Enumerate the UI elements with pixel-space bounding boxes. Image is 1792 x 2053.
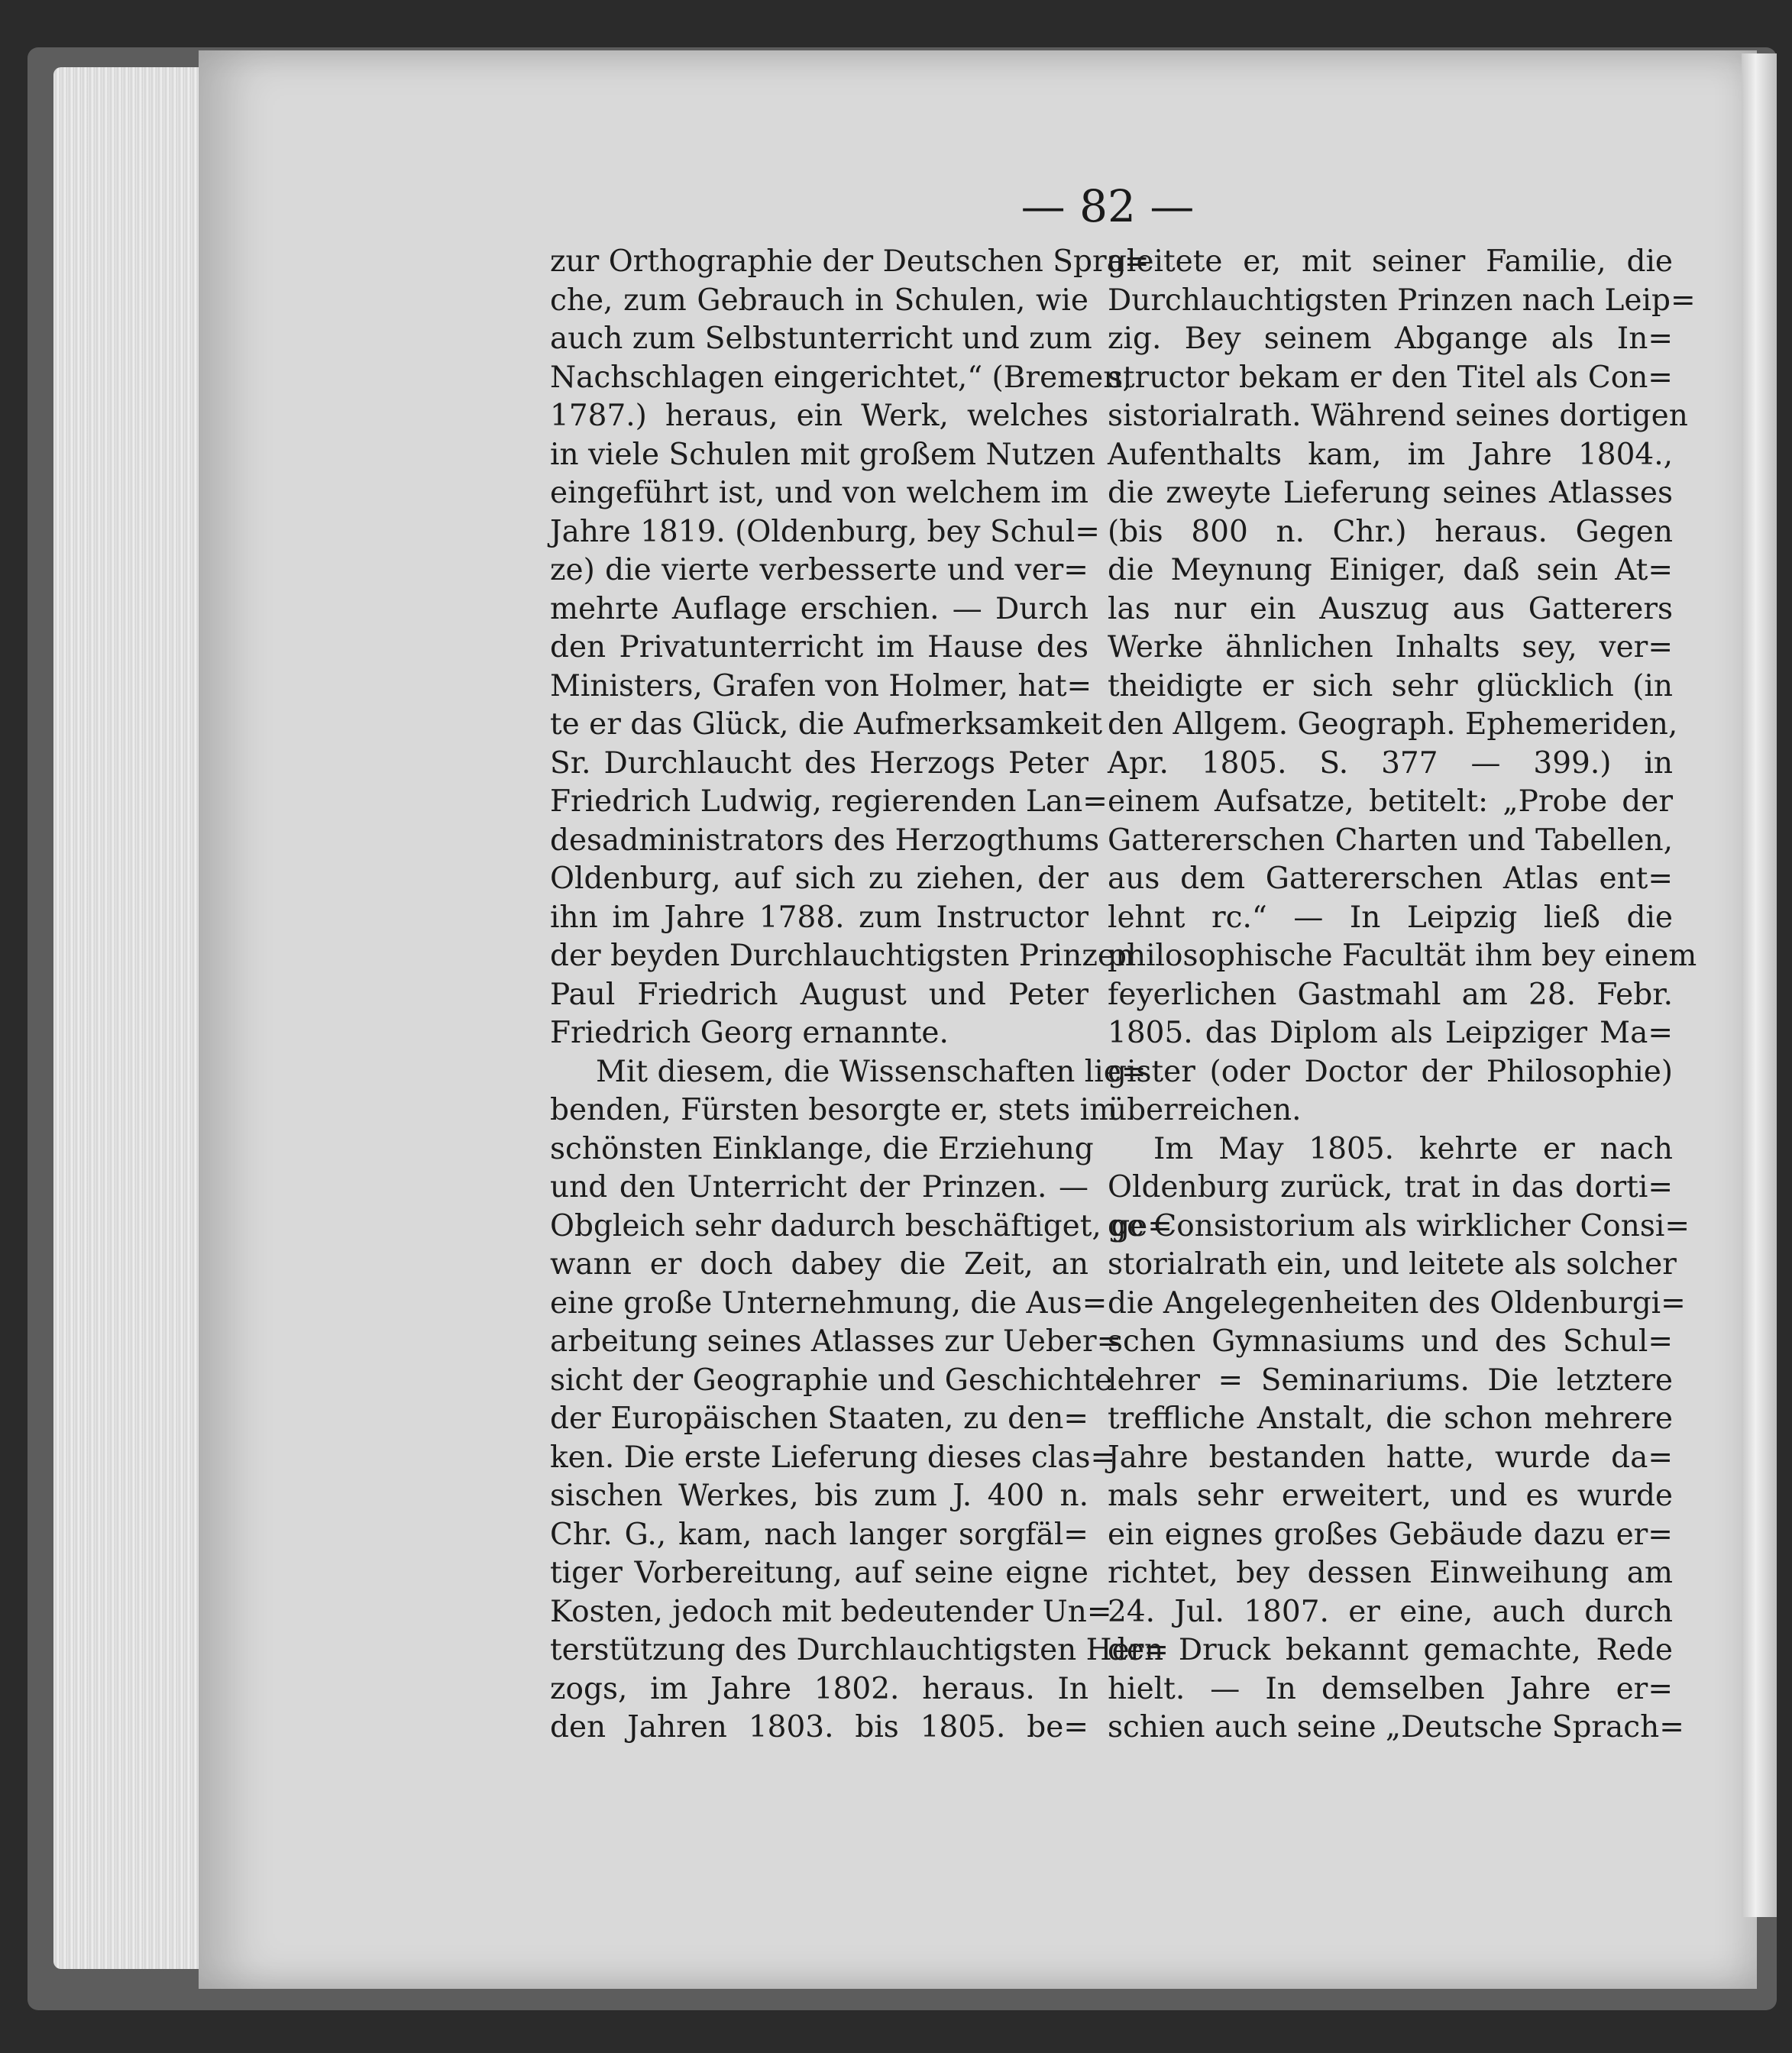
text-line: zogs, im Jahre 1802. heraus. In xyxy=(550,1671,1088,1706)
text-line: den Jahren 1803. bis 1805. be= xyxy=(550,1710,1088,1744)
text-line: (bis 800 n. Chr.) heraus. Gegen xyxy=(1108,514,1673,549)
text-line: Aufenthalts kam, im Jahre 1804., xyxy=(1108,437,1673,472)
text-line: Friedrich Ludwig, regierenden Lan= xyxy=(550,784,1108,819)
text-line: ken. Die erste Lieferung dieses clas= xyxy=(550,1440,1116,1475)
text-line: storialrath ein, und leitete als solcher xyxy=(1108,1247,1677,1282)
text-line: Sr. Durchlaucht des Herzogs Peter xyxy=(550,745,1088,781)
next-page-edge xyxy=(1742,53,1777,1917)
text-line: Obgleich sehr dadurch beschäftiget, ge= xyxy=(550,1208,1173,1243)
text-line: ein eignes großes Gebäude dazu er= xyxy=(1108,1517,1673,1552)
text-line: und den Unterricht der Prinzen. — xyxy=(550,1170,1088,1204)
text-line: Jahre 1819. (Oldenburg, bey Schul= xyxy=(550,514,1100,549)
text-line: ihn im Jahre 1788. zum Instructor xyxy=(550,900,1088,935)
text-line: 1805. das Diplom als Leipziger Ma= xyxy=(1108,1016,1673,1050)
text-line: lehnt rc.“ — In Leipzig ließ die xyxy=(1108,900,1673,935)
text-line: schen Gymnasiums und des Schul= xyxy=(1108,1324,1673,1359)
text-line: in viele Schulen mit großem Nutzen xyxy=(550,437,1096,472)
text-line: auch zum Selbstunterricht und zum xyxy=(550,322,1092,356)
text-line: structor bekam er den Titel als Con= xyxy=(1108,360,1673,395)
text-line: ze) die vierte verbesserte und ver= xyxy=(550,553,1088,587)
text-line: ge Consistorium als wirklicher Consi= xyxy=(1108,1208,1690,1243)
text-line: theidigte er sich sehr glücklich (in xyxy=(1108,668,1673,703)
text-line: Apr. 1805. S. 377 — 399.) in xyxy=(1108,745,1673,781)
text-line: mals sehr erweitert, und es wurde xyxy=(1108,1479,1673,1513)
text-line: benden, Fürsten besorgte er, stets im xyxy=(550,1093,1118,1127)
text-line: te er das Glück, die Aufmerksamkeit xyxy=(550,707,1102,742)
text-line: Werke ähnlichen Inhalts sey, ver= xyxy=(1108,630,1673,664)
text-line: zur Orthographie der Deutschen Spra= xyxy=(550,244,1150,279)
right-text-column xyxy=(1108,243,1697,1747)
text-line: Nachschlagen eingerichtet,“ (Bremen, xyxy=(550,360,1132,395)
text-line: die Angelegenheiten des Oldenburgi= xyxy=(1108,1285,1686,1321)
text-line: Gattererschen Charten und Tabellen, xyxy=(1108,823,1673,858)
text-line: zig. Bey seinem Abgange als In= xyxy=(1108,322,1673,356)
text-line: den Druck bekannt gemachte, Rede xyxy=(1108,1633,1673,1667)
text-line: den Privatunterricht im Hause des xyxy=(550,630,1088,664)
text-line: desadministrators des Herzogthums xyxy=(550,823,1100,858)
text-line: die zweyte Lieferung seines Atlasses xyxy=(1108,476,1673,510)
text-line: Oldenburg, auf sich zu ziehen, der xyxy=(550,862,1088,896)
text-line: Chr. G., kam, nach langer sorgfäl= xyxy=(550,1517,1088,1552)
text-line: die Meynung Einiger, daß sein At= xyxy=(1108,553,1673,587)
text-line: Jahre bestanden hatte, wurde da= xyxy=(1108,1440,1673,1475)
text-line: Paul Friedrich August und Peter xyxy=(550,977,1088,1012)
page-number: — 82 — xyxy=(1021,180,1195,232)
text-line: lehrer = Seminariums. Die letztere xyxy=(1108,1363,1673,1398)
text-line: Durchlauchtigsten Prinzen nach Leip= xyxy=(1108,283,1696,318)
left-text-column xyxy=(550,243,1173,1747)
text-line: schien auch seine „Deutsche Sprach= xyxy=(1108,1710,1684,1744)
text-line: der Europäischen Staaten, zu den= xyxy=(550,1402,1088,1436)
text-line: sischen Werkes, bis zum J. 400 n. xyxy=(550,1479,1088,1513)
text-line: sicht der Geographie und Geschichte xyxy=(550,1363,1113,1398)
text-line: 24. Jul. 1807. er eine, auch durch xyxy=(1108,1594,1673,1629)
text-line: gister (oder Doctor der Philosophie) xyxy=(1108,1054,1673,1089)
text-line: che, zum Gebrauch in Schulen, wie xyxy=(550,283,1088,318)
text-line: feyerlichen Gastmahl am 28. Febr. xyxy=(1108,977,1673,1012)
text-line: Ministers, Grafen von Holmer, hat= xyxy=(550,668,1092,703)
text-line: Im May 1805. kehrte er nach xyxy=(1153,1131,1673,1166)
text-line: terstützung des Durchlauchtigsten Her= xyxy=(550,1633,1169,1667)
text-line: eingeführt ist, und von welchem im xyxy=(550,476,1088,510)
text-line: Mit diesem, die Wissenschaften lie= xyxy=(596,1054,1147,1089)
text-line: der beyden Durchlauchtigsten Prinzen xyxy=(550,939,1135,973)
text-line: den Allgem. Geograph. Ephemeriden, xyxy=(1108,707,1678,742)
text-line: Kosten, jedoch mit bedeutender Un= xyxy=(550,1594,1112,1629)
text-line: Oldenburg zurück, trat in das dorti= xyxy=(1108,1170,1673,1204)
text-line: überreichen. xyxy=(1108,1093,1302,1127)
text-line: hielt. — In demselben Jahre er= xyxy=(1108,1671,1673,1706)
text-line: Friedrich Georg ernannte. xyxy=(550,1016,949,1050)
text-line: sistorialrath. Während seines dortigen xyxy=(1108,399,1688,433)
text-line: schönsten Einklange, die Erziehung xyxy=(550,1131,1094,1166)
text-line: wann er doch dabey die Zeit, an xyxy=(550,1247,1088,1282)
text-line: arbeitung seines Atlasses zur Ueber= xyxy=(550,1324,1122,1359)
text-line: eine große Unternehmung, die Aus= xyxy=(550,1285,1108,1321)
text-line: mehrte Auflage erschien. — Durch xyxy=(550,591,1088,626)
text-line: 1787.) heraus, ein Werk, welches xyxy=(550,399,1088,433)
text-line: las nur ein Auszug aus Gatterers xyxy=(1108,591,1673,626)
text-line: aus dem Gattererschen Atlas ent= xyxy=(1108,862,1673,896)
text-line: tiger Vorbereitung, auf seine eigne xyxy=(550,1556,1088,1590)
text-line: treffliche Anstalt, die schon mehrere xyxy=(1108,1402,1673,1436)
text-line: gleitete er, mit seiner Familie, die xyxy=(1108,244,1673,279)
text-line: philosophische Facultät ihm bey einem xyxy=(1108,939,1697,973)
text-line: einem Aufsatze, betitelt: „Probe der xyxy=(1108,784,1673,819)
text-line: richtet, bey dessen Einweihung am xyxy=(1108,1556,1673,1590)
